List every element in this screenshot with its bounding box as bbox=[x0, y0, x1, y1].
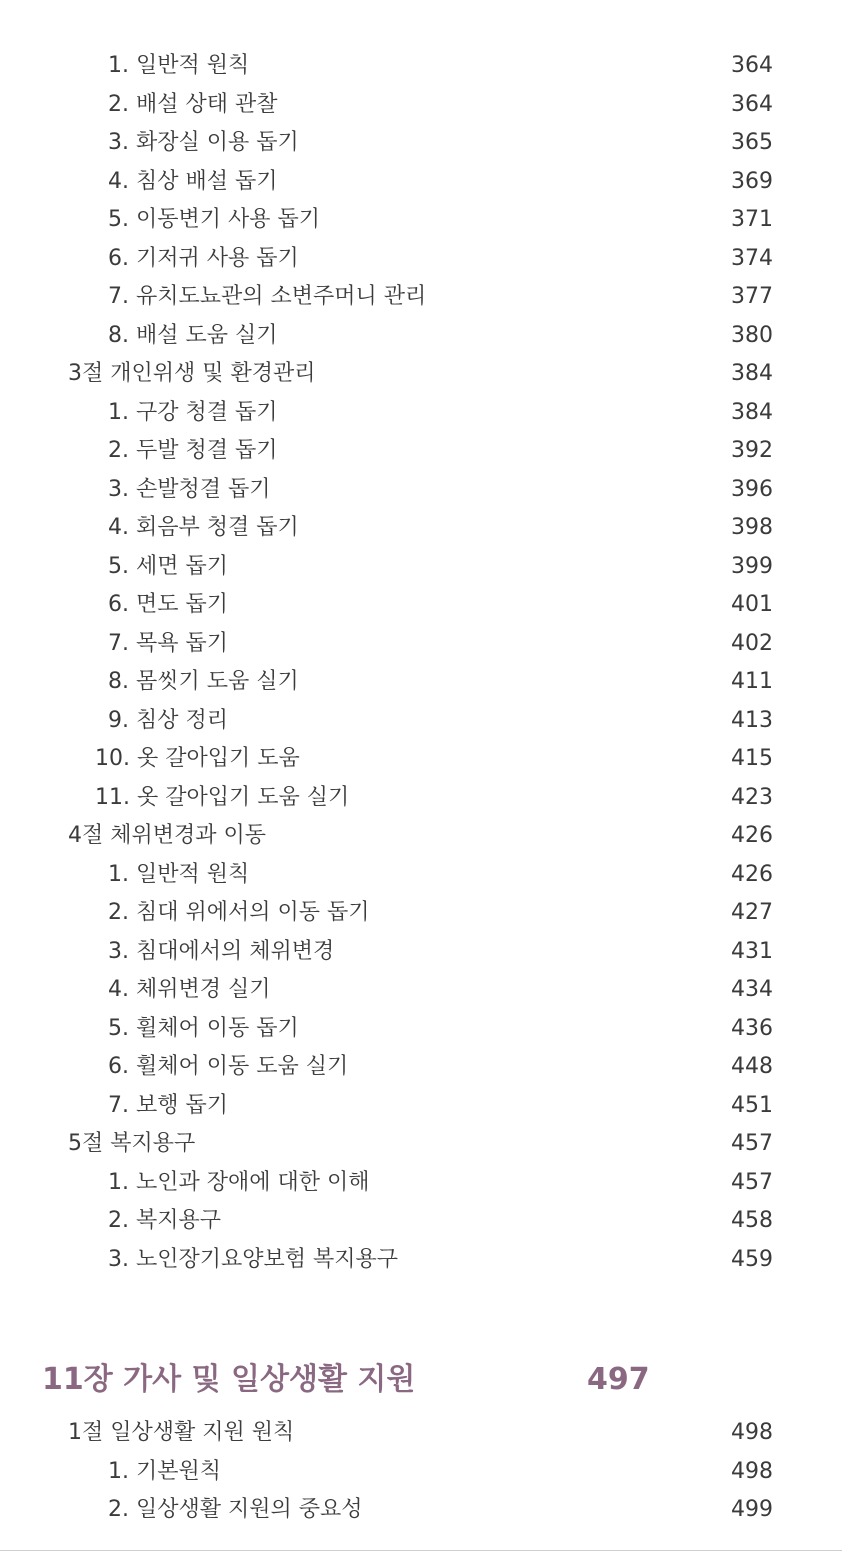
toc-entry-label: 5. 휠체어 이동 돕기 bbox=[108, 1015, 299, 1041]
toc-list bbox=[0, 47, 842, 1279]
toc-item-entry[interactable] bbox=[0, 894, 842, 933]
toc-item-entry[interactable] bbox=[0, 548, 842, 587]
toc-entry-label: 3. 손발청결 돕기 bbox=[108, 476, 271, 502]
toc-item-entry[interactable] bbox=[0, 856, 842, 895]
toc-entry-page-number: 459 bbox=[731, 1246, 773, 1272]
toc-item-entry[interactable] bbox=[0, 201, 842, 240]
toc-item-entry[interactable] bbox=[0, 1048, 842, 1087]
toc-item-entry[interactable] bbox=[0, 663, 842, 702]
toc-entry-page-number: 436 bbox=[731, 1015, 773, 1041]
toc-entry-label: 1. 구강 청결 돕기 bbox=[108, 399, 278, 425]
toc-entry-label: 3. 노인장기요양보험 복지용구 bbox=[108, 1246, 399, 1272]
toc-entry-page-number: 415 bbox=[731, 746, 773, 771]
toc-entry-label: 5절 복지용구 bbox=[68, 1131, 196, 1156]
toc-item-entry[interactable] bbox=[0, 779, 842, 818]
toc-entry-page-number: 364 bbox=[731, 53, 773, 78]
toc-entry-page-number: 371 bbox=[731, 207, 773, 232]
toc-entry-page-number: 374 bbox=[731, 245, 773, 271]
toc-entry-page-number: 399 bbox=[731, 553, 773, 579]
toc-entry-page-number: 380 bbox=[731, 322, 773, 348]
toc-entry-label: 1. 일반적 원칙 bbox=[108, 53, 250, 78]
toc-entry-label: 3. 침대에서의 체위변경 bbox=[108, 938, 335, 964]
toc-item-entry[interactable] bbox=[0, 124, 842, 163]
chapter-page-number: 497 bbox=[587, 1362, 650, 1397]
toc-item-entry[interactable] bbox=[0, 1491, 842, 1530]
toc-entry-page-number: 498 bbox=[731, 1458, 773, 1484]
toc-item-entry[interactable] bbox=[0, 1202, 842, 1241]
toc-section-entry[interactable] bbox=[0, 1125, 842, 1164]
toc-entry-page-number: 392 bbox=[731, 438, 773, 463]
toc-entry-page-number: 426 bbox=[731, 861, 773, 887]
toc-item-entry[interactable] bbox=[0, 1453, 842, 1492]
toc-entry-label: 5. 이동변기 사용 돕기 bbox=[108, 207, 320, 232]
toc-item-entry[interactable] bbox=[0, 509, 842, 548]
toc-item-entry[interactable] bbox=[0, 740, 842, 779]
toc-entry-label: 3. 화장실 이용 돕기 bbox=[108, 130, 299, 155]
toc-entry-label: 2. 일상생활 지원의 중요성 bbox=[108, 1497, 363, 1522]
toc-section-entry[interactable] bbox=[0, 355, 842, 394]
toc-entry-label: 9. 침상 정리 bbox=[108, 707, 228, 733]
toc-item-entry[interactable] bbox=[0, 240, 842, 279]
toc-item-entry[interactable] bbox=[0, 47, 842, 86]
toc-entry-page-number: 413 bbox=[731, 707, 773, 733]
toc-entry-label: 4절 체위변경과 이동 bbox=[68, 823, 266, 848]
toc-entry-page-number: 384 bbox=[731, 361, 773, 386]
toc-entry-label: 1절 일상생활 지원 원칙 bbox=[68, 1420, 295, 1445]
toc-entry-page-number: 431 bbox=[731, 938, 773, 964]
toc-entry-label: 6. 기저귀 사용 돕기 bbox=[108, 245, 299, 271]
toc-item-entry[interactable] bbox=[0, 625, 842, 664]
toc-entry-page-number: 423 bbox=[731, 784, 773, 810]
toc-entry-label: 1. 일반적 원칙 bbox=[108, 861, 250, 887]
toc-entry-page-number: 364 bbox=[731, 91, 773, 117]
toc-item-entry[interactable] bbox=[0, 1087, 842, 1126]
toc-entry-label: 4. 회음부 청결 돕기 bbox=[108, 515, 299, 540]
toc-item-entry[interactable] bbox=[0, 1010, 842, 1049]
toc-entry-label: 5. 세면 돕기 bbox=[108, 553, 228, 579]
toc-entry-label: 11. 옷 갈아입기 도움 실기 bbox=[95, 784, 350, 810]
toc-entry-page-number: 401 bbox=[731, 592, 773, 617]
toc-entry-page-number: 369 bbox=[731, 168, 773, 194]
toc-entry-label: 1. 기본원칙 bbox=[108, 1458, 221, 1484]
toc-entry-page-number: 398 bbox=[731, 515, 773, 540]
bottom-divider bbox=[0, 1550, 842, 1551]
toc-item-entry[interactable] bbox=[0, 163, 842, 202]
toc-entry-label: 10. 옷 갈아입기 도움 bbox=[95, 746, 300, 771]
toc-section-entry[interactable] bbox=[0, 1414, 842, 1453]
toc-entry-page-number: 457 bbox=[731, 1169, 773, 1195]
toc-entry-label: 2. 두발 청결 돕기 bbox=[108, 438, 278, 463]
toc-entry-label: 2. 복지용구 bbox=[108, 1208, 221, 1233]
toc-entry-label: 1. 노인과 장애에 대한 이해 bbox=[108, 1169, 370, 1195]
toc-entry-label: 2. 배설 상태 관찰 bbox=[108, 91, 278, 117]
toc-item-entry[interactable] bbox=[0, 471, 842, 510]
toc-entry-label: 6. 휠체어 이동 도움 실기 bbox=[108, 1054, 349, 1079]
toc-entry-label: 2. 침대 위에서의 이동 돕기 bbox=[108, 900, 370, 925]
toc-entry-page-number: 434 bbox=[731, 977, 773, 1002]
chapter-heading[interactable] bbox=[0, 1352, 842, 1408]
toc-entry-page-number: 411 bbox=[731, 669, 773, 694]
toc-entry-page-number: 458 bbox=[731, 1208, 773, 1233]
chapter-toc-list bbox=[0, 1414, 842, 1530]
toc-entry-page-number: 427 bbox=[731, 900, 773, 925]
toc-item-entry[interactable] bbox=[0, 586, 842, 625]
toc-entry-page-number: 498 bbox=[731, 1420, 773, 1445]
toc-entry-label: 3절 개인위생 및 환경관리 bbox=[68, 361, 316, 386]
toc-entry-page-number: 384 bbox=[731, 399, 773, 425]
toc-entry-page-number: 377 bbox=[731, 284, 773, 309]
toc-item-entry[interactable] bbox=[0, 394, 842, 433]
toc-item-entry[interactable] bbox=[0, 432, 842, 471]
toc-entry-label: 8. 배설 도움 실기 bbox=[108, 322, 278, 348]
toc-entry-label: 8. 몸씻기 도움 실기 bbox=[108, 669, 299, 694]
toc-item-entry[interactable] bbox=[0, 317, 842, 356]
chapter-block bbox=[0, 1352, 842, 1522]
toc-entry-page-number: 451 bbox=[731, 1092, 773, 1118]
toc-entry-page-number: 499 bbox=[731, 1497, 773, 1522]
toc-entry-label: 6. 면도 돕기 bbox=[108, 592, 228, 617]
toc-entry-page-number: 426 bbox=[731, 823, 773, 848]
toc-item-entry[interactable] bbox=[0, 971, 842, 1010]
toc-item-entry[interactable] bbox=[0, 86, 842, 125]
toc-entry-label: 7. 목욕 돕기 bbox=[108, 630, 228, 656]
toc-entry-label: 4. 침상 배설 돕기 bbox=[108, 168, 278, 194]
toc-entry-label: 7. 보행 돕기 bbox=[108, 1092, 228, 1118]
chapter-title: 11장 가사 및 일상생활 지원 bbox=[42, 1362, 416, 1397]
toc-entry-page-number: 402 bbox=[731, 630, 773, 656]
toc-item-entry[interactable] bbox=[0, 702, 842, 741]
toc-entry-label: 4. 체위변경 실기 bbox=[108, 977, 271, 1002]
toc-entry-label: 7. 유치도뇨관의 소변주머니 관리 bbox=[108, 284, 427, 309]
toc-item-entry[interactable] bbox=[0, 1241, 842, 1280]
toc-entry-page-number: 448 bbox=[731, 1054, 773, 1079]
toc-item-entry[interactable] bbox=[0, 933, 842, 972]
toc-entry-page-number: 365 bbox=[731, 130, 773, 155]
toc-section-entry[interactable] bbox=[0, 817, 842, 856]
toc-entry-page-number: 457 bbox=[731, 1131, 773, 1156]
toc-item-entry[interactable] bbox=[0, 1164, 842, 1203]
toc-item-entry[interactable] bbox=[0, 278, 842, 317]
toc-entry-page-number: 396 bbox=[731, 476, 773, 502]
